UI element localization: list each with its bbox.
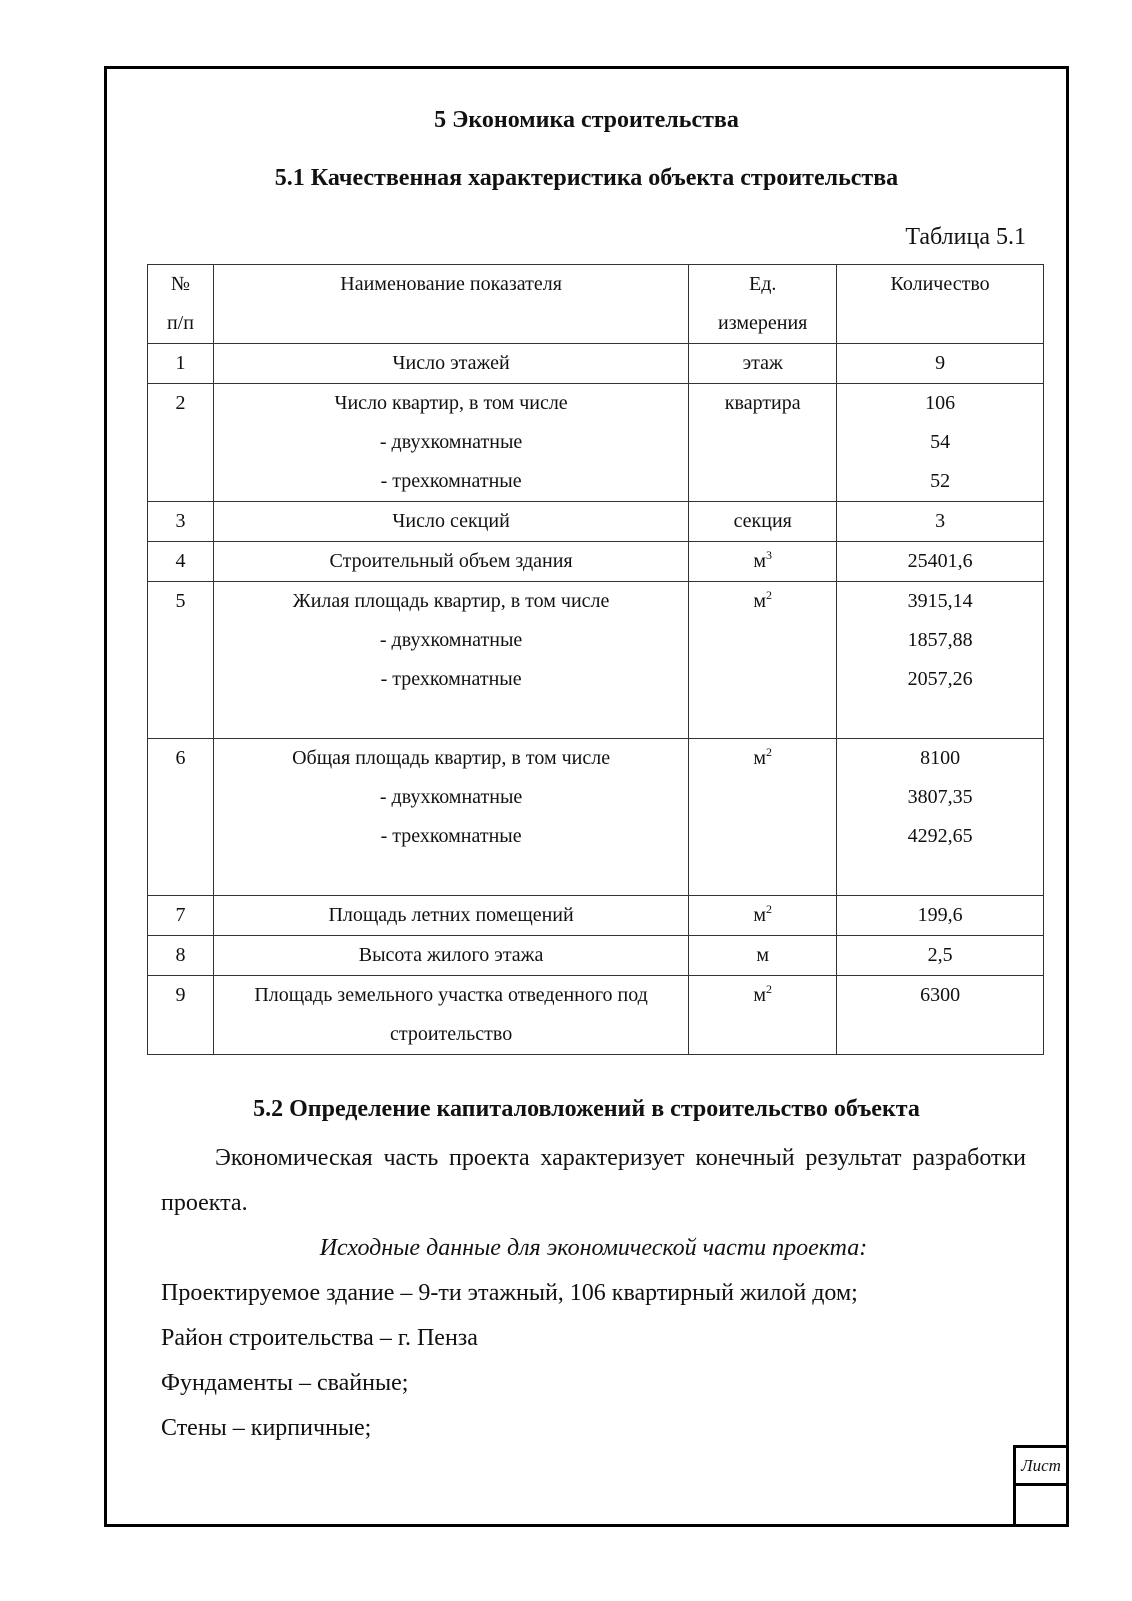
table-caption: Таблица 5.1: [905, 224, 1026, 250]
cell-num: 8: [148, 936, 214, 976]
cell-num: 7: [148, 896, 214, 936]
section-heading: 5 Экономика строительства: [434, 107, 739, 133]
cell-num: 1: [148, 344, 214, 384]
cell-num: 2: [148, 384, 214, 502]
cell-name: Высота жилого этажа: [213, 936, 688, 976]
source-data-line: Проектируемое здание – 9-ти этажный, 106 квартирный жилой дом;: [161, 1280, 858, 1306]
cell-qty: 9: [837, 344, 1044, 384]
header-qty: Количество: [837, 265, 1044, 344]
cell-name: Число квартир, в том числе - двухкомнатные - трехкомнатные: [213, 384, 688, 502]
cell-num: 3: [148, 502, 214, 542]
cell-name: Площадь земельного участка отведенного под строительство: [213, 976, 688, 1055]
cell-num: 9: [148, 976, 214, 1055]
cell-qty: 25401,6: [837, 542, 1044, 582]
table-row: [148, 542, 1044, 582]
table-row: [148, 582, 1044, 739]
cell-unit: м: [689, 936, 837, 976]
source-data-line: Район строительства – г. Пенза: [161, 1325, 478, 1351]
cell-unit: $м^3$: [689, 542, 837, 582]
source-data-line: Стены – кирпичные;: [161, 1415, 372, 1441]
table-row: [148, 344, 1044, 384]
drawing-frame: [104, 66, 1069, 1527]
intro-paragraph: Экономическая часть проекта характеризует конечный результат разработки проекта.: [161, 1145, 1026, 1216]
sheet-label: Лист: [1013, 1445, 1069, 1486]
cell-num: 4: [148, 542, 214, 582]
cell-unit: $м^2$: [689, 896, 837, 936]
table-row: [148, 936, 1044, 976]
cell-qty: 199,6: [837, 896, 1044, 936]
sheet-stamp: [1013, 1445, 1069, 1527]
cell-num: 5: [148, 582, 214, 739]
cell-qty: 2,5: [837, 936, 1044, 976]
cell-name: Строительный объем здания: [213, 542, 688, 582]
source-data-line: Фундаменты – свайные;: [161, 1370, 409, 1396]
subsection-heading-5-1: 5.1 Качественная характеристика объекта строительства: [274, 165, 899, 191]
table-row: [148, 739, 1044, 896]
sheet-number-cell: [1013, 1486, 1069, 1527]
characteristics-table: [147, 264, 1044, 1055]
cell-name: Жилая площадь квартир, в том числе - двухкомнатные - трехкомнатные: [213, 582, 688, 739]
table-row: [148, 502, 1044, 542]
subsection-heading-5-2: 5.2 Определение капиталовложений в строительство объекта: [253, 1096, 920, 1122]
table-row: [148, 976, 1044, 1055]
cell-unit: $м^2$: [689, 739, 837, 896]
cell-name: Число секций: [213, 502, 688, 542]
table-row: [148, 384, 1044, 502]
header-unit: Ед. измерения: [689, 265, 837, 344]
cell-qty: 6300: [837, 976, 1044, 1055]
cell-name: Общая площадь квартир, в том числе - двухкомнатные - трехкомнатные: [213, 739, 688, 896]
table-header-row: [148, 265, 1044, 344]
cell-name: Число этажей: [213, 344, 688, 384]
cell-qty: 106 54 52: [837, 384, 1044, 502]
cell-unit: этаж: [689, 344, 837, 384]
header-num: № п/п: [148, 265, 214, 344]
source-data-caption: Исходные данные для экономической части проекта:: [319, 1235, 868, 1261]
cell-unit: $м^2$: [689, 976, 837, 1055]
cell-qty: 3: [837, 502, 1044, 542]
header-name: Наименование показателя: [213, 265, 688, 344]
cell-name: Площадь летних помещений: [213, 896, 688, 936]
cell-qty: 3915,14 1857,88 2057,26: [837, 582, 1044, 739]
cell-unit: секция: [689, 502, 837, 542]
cell-unit: квартира: [689, 384, 837, 502]
cell-unit: $м^2$: [689, 582, 837, 739]
cell-num: 6: [148, 739, 214, 896]
table-row: [148, 896, 1044, 936]
cell-qty: 8100 3807,35 4292,65: [837, 739, 1044, 896]
